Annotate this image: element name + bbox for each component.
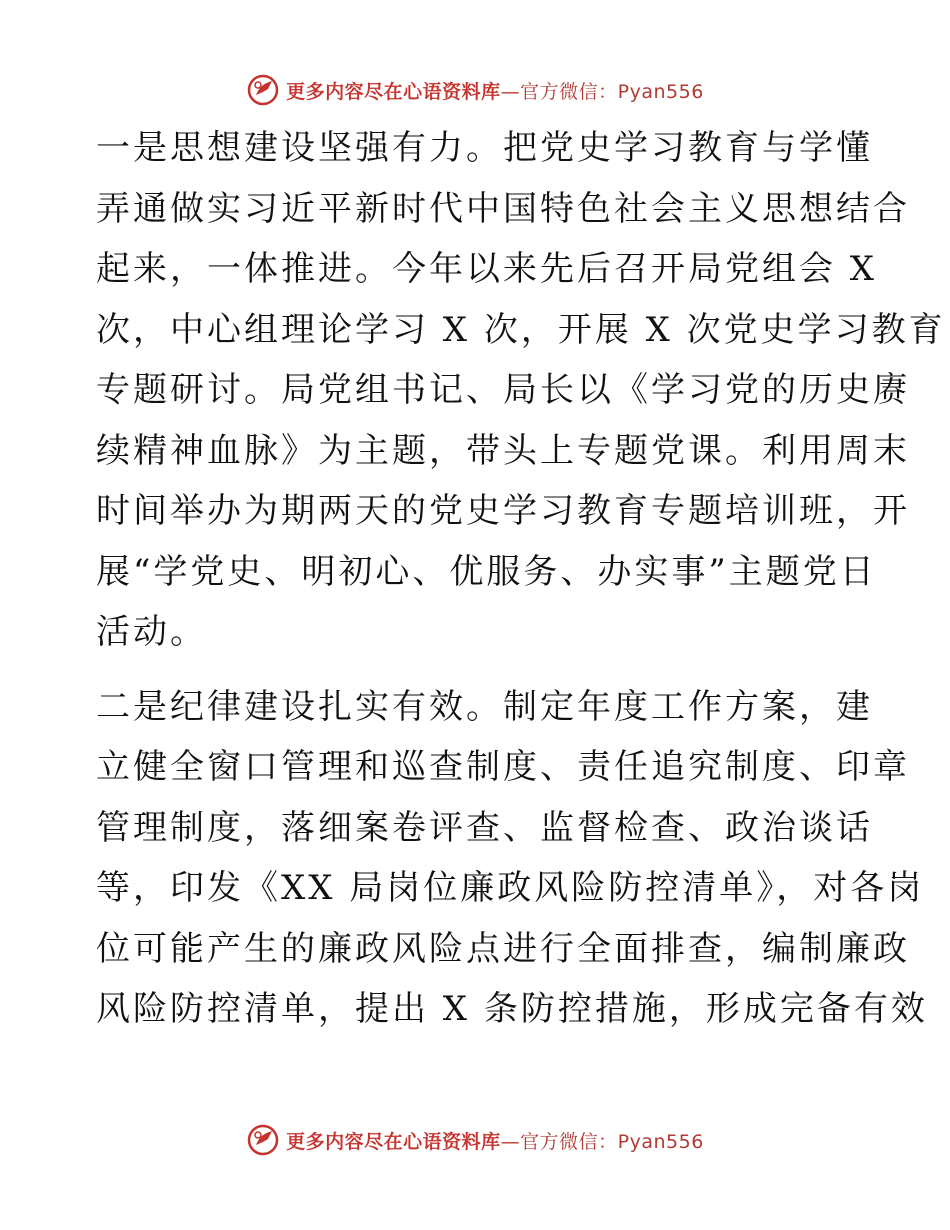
text-line: 立健全窗口管理和巡查制度、责任追究制度、印章 <box>96 747 910 787</box>
text-line: 管理制度，落细案卷评查、监督检查、政治谈话 <box>96 807 873 848</box>
watermark-separator: — <box>500 80 521 103</box>
watermark-contact: 官方微信：Pyan556 <box>520 1130 704 1153</box>
text-line: 专题研讨。局党组书记、局长以《学习党的历史赓 <box>96 370 910 410</box>
text-line: 续精神血脉》为主题，带头上专题党课。利用周末 <box>96 430 910 471</box>
watermark-main: 更多内容尽在心语资料库 <box>286 1130 501 1153</box>
brand-logo-icon <box>246 1123 280 1157</box>
watermark-text <box>286 1127 704 1154</box>
text-line: 活动。 <box>96 612 207 652</box>
text-line: 二是纪律建设扎实有效。制定年度工作方案，建 <box>96 686 873 727</box>
text-line: 时间举办为期两天的党史学习教育专题培训班，开 <box>96 491 910 531</box>
text-line: 弄通做实习近平新时代中国特色社会主义思想结合 <box>96 188 910 229</box>
watermark-main: 更多内容尽在心语资料库 <box>286 80 501 103</box>
footer-watermark <box>0 1120 950 1160</box>
document-body <box>96 118 946 1054</box>
text-line: 展“学党史、明初心、优服务、办实事”主题党日 <box>96 551 877 592</box>
text-line: 位可能产生的廉政风险点进行全面排查，编制廉政 <box>96 928 910 969</box>
watermark-separator: — <box>500 1130 521 1153</box>
text-line: 次，中心组理论学习 X 次，开展 X 次党史学习教育 <box>96 309 946 350</box>
watermark-contact: 官方微信：Pyan556 <box>520 80 704 103</box>
watermark-text <box>286 77 704 104</box>
text-line: 等，印发《XX 局岗位廉政风险防控清单》，对各岗 <box>96 868 925 908</box>
paragraph-ideology <box>96 118 946 663</box>
header-watermark <box>0 70 950 110</box>
brand-logo-icon <box>246 73 280 107</box>
paragraph-discipline <box>96 677 928 1040</box>
text-line: 一是思想建设坚强有力。把党史学习教育与学懂 <box>96 128 873 168</box>
text-line: 风险防控清单，提出 X 条防控措施，形成完备有效 <box>96 989 928 1029</box>
text-line: 起来，一体推进。今年以来先后召开局党组会 X <box>96 249 878 289</box>
